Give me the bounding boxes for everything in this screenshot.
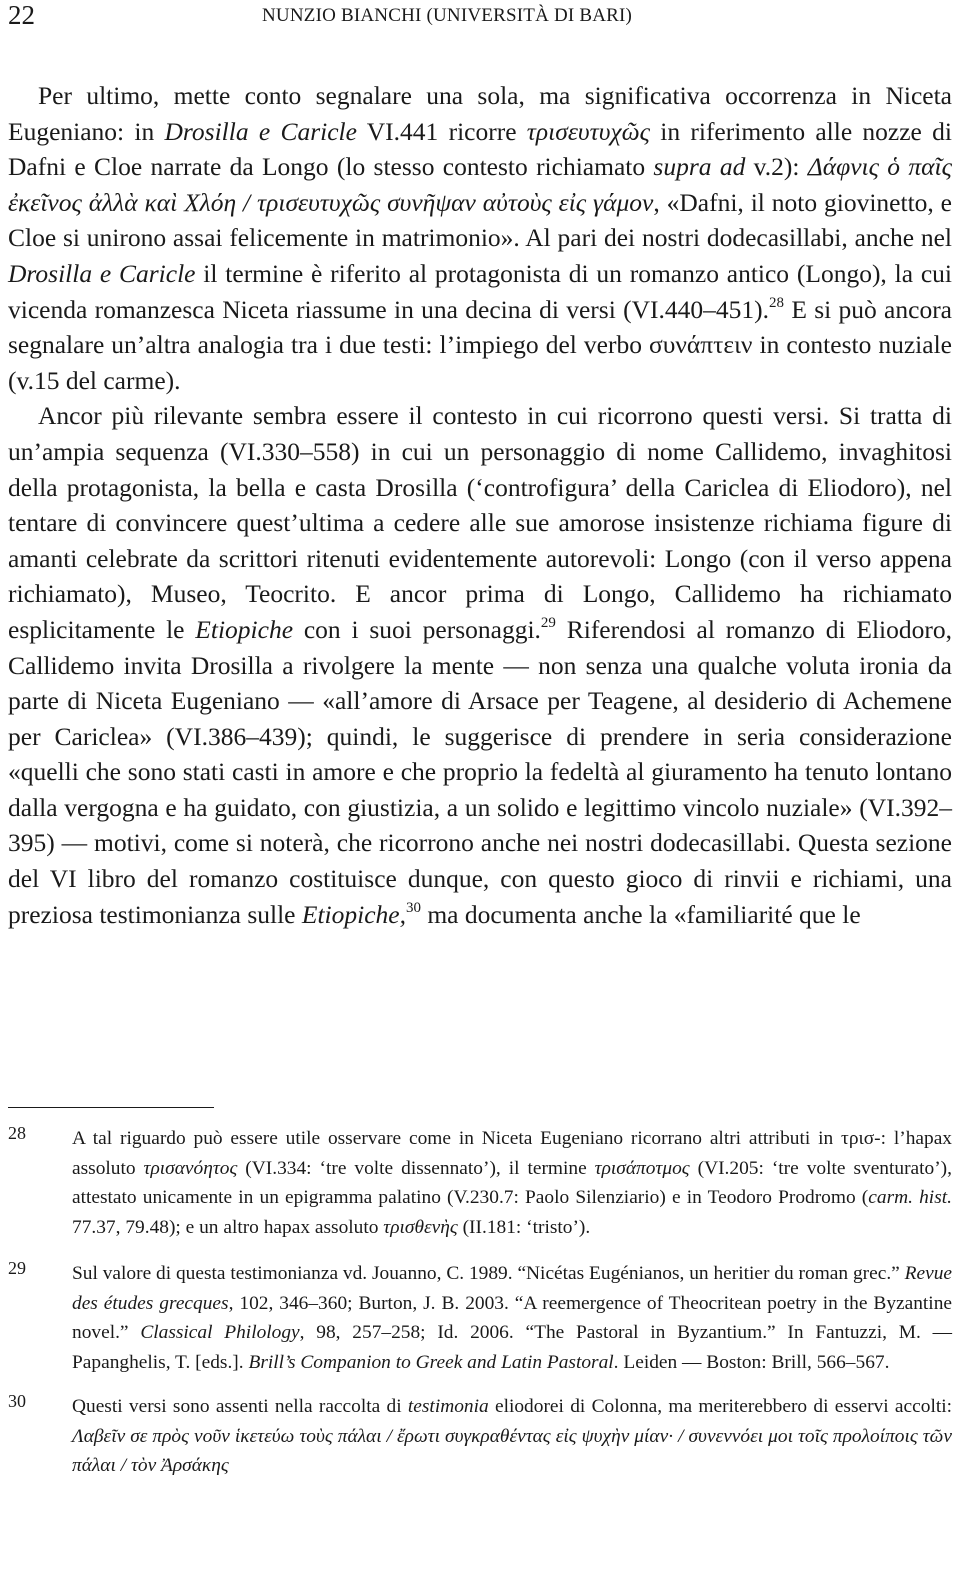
text-span: Ancor più rilevante sembra essere il contesto in cui ricorrono questi versi. Si tratta di un’ampia sequenza (VI.330–558) in cui un personaggio di nome Callidemo, invaghitosi della protagonista, la bella e casta Drosilla (‘controfigura’ della Cariclea di Eliodoro), nel tentare di convincere quest’ultima a cedere alle sue amorose insistenze richiama figure di amanti celebrate da scrittori ritenuti evidentemente autorevoli: Longo (con il verso appena richiamato), Museo, Teocrito. E ancor prima di Longo, Callidemo ha richiamato esplicitamente le (8, 401, 952, 644)
text-span: VI.441 ricorre (356, 116, 527, 146)
text-span: v.2): (745, 152, 808, 182)
greek-word: τρισάποτμος (594, 1157, 690, 1179)
text-span: E si può ancora segnalare un’altra analogia tra i due testi: l’impiego del verbo συνάπτειν in contesto nuziale (v.15 del carme). (8, 294, 952, 395)
text-span: ma documenta anche la «familiarité que le (420, 899, 861, 929)
footnote-number: 30 (8, 1391, 26, 1411)
italic-latin: carm. hist. (868, 1187, 952, 1208)
italic-title: Etiopiche (195, 614, 294, 644)
footnote-number: 28 (8, 1123, 26, 1143)
footnote-29 (8, 1259, 952, 1377)
italic-latin: testimonia (407, 1396, 489, 1417)
text-span: , «Dafni, il noto giovinetto, e Cloe si unirono assai felicemente in matrimonio». Al pari dei nostri dodecasillabi, anche nel (8, 187, 952, 253)
italic-title: Drosilla e Caricle (8, 258, 196, 288)
greek-word: τρισανόητος (143, 1157, 238, 1179)
journal-title: Classical Philology (140, 1322, 300, 1343)
text-span: eliodorei di Colonna, ma meriterebbero di esservi accolti: (488, 1396, 952, 1417)
footnote-separator (8, 1107, 214, 1108)
text-span: (II.181: ‘tristo’). (457, 1216, 591, 1238)
text-span: Per ultimo, mette conto segnalare una sola, ma significativa occorrenza in Niceta Eugeniano: in (8, 81, 952, 146)
journal-title: Revue des études grecques (72, 1263, 952, 1314)
text-span: . Leiden — Boston: Brill, 566–567. (613, 1351, 890, 1373)
running-title: NUNZIO BIANCHI (UNIVERSITÀ DI BARI) (262, 5, 633, 26)
footnote-28 (8, 1124, 952, 1242)
text-span: (VI.334: ‘tre volte dissennato’), il termine (237, 1157, 595, 1179)
text-span: , 98, 257–258; Id. 2006. “The Pastoral in Byzantium.” In Fantuzzi, M. — Papanghelis, T. [eds.]. (72, 1322, 952, 1373)
text-span: Sul valore di questa testimonianza vd. Jouanno, C. 1989. “Nicétas Eugénianos, un heritier du roman grec.” (72, 1263, 905, 1284)
running-head (0, 0, 960, 40)
text-span: in riferimento alle nozze di Dafni e Cloe narrate da Longo (lo stesso contesto richiamato (8, 116, 952, 182)
footnote-ref-28[interactable]: 28 (769, 294, 785, 311)
greek-word: τρισθενὴς (383, 1216, 458, 1238)
italic-latin: supra ad (653, 152, 746, 182)
footnote-30 (8, 1392, 952, 1481)
text-span: Riferendosi al romanzo di Eliodoro, Callidemo invita Drosilla a rivolgere la mente — non senza una qualche voluta ironia da parte di Niceta Eugeniano — «all’amore di Arsace per Teagene, al desiderio di Achemene per Cariclea» (VI.386–439); quindi, le suggerisce di prendere in seria considerazione «quelli che sono stati casti in amore e che proprio la fedeltà al giuramento ha tenuto lontano dalla vergogna e ha guidato, con giustizia, a un solido e legittimo vincolo nuziale» (VI.392–395) — motivi, come si noterà, che ricorrono anche nei nostri dodecasillabi. Questa sezione del VI libro del romanzo costituisce dunque, con questo gioco di rinvii e richiami, una preziosa testimonianza sulle (8, 614, 952, 929)
text-span: 77.37, 79.48); e un altro hapax assoluto (72, 1216, 384, 1238)
text-span: il termine è riferito al protagonista di un romanzo antico (Longo), la cui vicenda romanzesca Niceta riassume in una decina di versi (VI.440–451). (8, 258, 952, 324)
greek-word: τρισευτυχῶς (526, 116, 650, 146)
text-span: (VI.205: ‘tre volte sventurato’), attestato unicamente in un epigramma palatino (V.230.7: Paolo Silenziario) e in Teodoro Prodromo ( (72, 1157, 952, 1208)
footnote-ref-29[interactable]: 29 (540, 614, 556, 631)
greek-quotation: Λαβεῖν σε πρὸς νοῦν ἱκετεύω τοὺς πάλαι / ἔρωτι συγκραθέντας εἰς ψυχὴν μίαν· / συνεννόει μοι τοῖς προλοίποις τῶν πάλαι / τὸν Ἀρσάκης (72, 1425, 952, 1476)
text-span: Questi versi sono assenti nella raccolta di (72, 1396, 408, 1417)
book-title: Brill’s Companion to Greek and Latin Pastoral (248, 1351, 614, 1373)
greek-quotation: Δάφνις ὁ παῖς ἐκεῖνος ἀλλὰ καὶ Χλόη / τρισευτυχῶς συνῆψαν αὐτοὺς εἰς γάμον (8, 152, 952, 217)
footnote-number: 29 (8, 1258, 26, 1278)
footnotes (8, 1124, 952, 1481)
text-span: A tal riguardo può essere utile osservare come in Niceta Eugeniano ricorrano altri attributi in τρισ-: l’hapax assoluto (72, 1128, 952, 1179)
italic-title: Etiopiche, (301, 899, 406, 929)
text-span: con i suoi personaggi. (293, 614, 541, 644)
page-number: 22 (8, 0, 35, 30)
paragraph-1 (8, 78, 952, 398)
footnote-ref-30[interactable]: 30 (405, 899, 421, 916)
main-text (8, 78, 952, 932)
paragraph-2 (8, 398, 952, 932)
text-span: , 102, 346–360; Burton, J. B. 2003. “A reemergence of Theocritean poetry in the Byzantine novel.” (72, 1292, 953, 1343)
italic-title: Drosilla e Caricle (164, 116, 357, 146)
